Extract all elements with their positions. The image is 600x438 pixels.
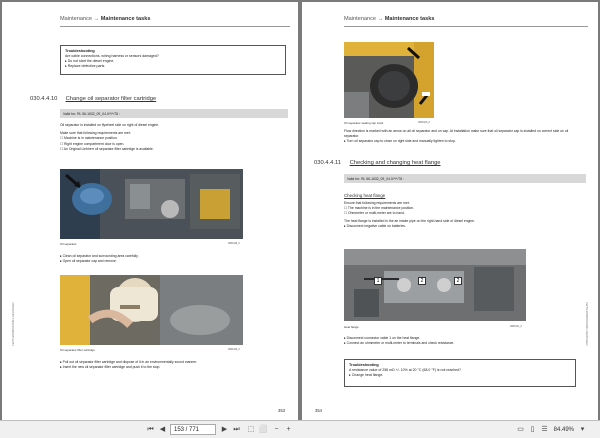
- section-number: 030.4.4.10: [30, 96, 58, 102]
- troubleshooting-item: ▸ Change heat flange.: [349, 373, 571, 378]
- troubleshooting-box: [60, 45, 286, 75]
- heat-flange-photo: [344, 249, 526, 321]
- last-page-icon[interactable]: ⏭: [233, 426, 240, 433]
- zoom-in-icon[interactable]: +: [286, 426, 291, 433]
- requirement-item: ☐ Machine is in maintenance position.: [60, 136, 288, 141]
- figure-code: 0080120_0: [418, 121, 430, 124]
- requirements-block: [344, 201, 584, 229]
- section-title: Checking and changing heat flange: [349, 160, 441, 166]
- filter-cartridge-photo: [60, 275, 243, 345]
- fit-page-icon[interactable]: ⬜: [258, 426, 268, 433]
- figure-caption: Oil separator: [60, 242, 77, 246]
- valid-for-band: [344, 174, 586, 183]
- requirement-item: ☐ Right engine compartment door is open.: [60, 142, 288, 147]
- figure-callout: 1: [374, 277, 382, 285]
- valid-for-band: [60, 109, 288, 118]
- steps-1: [60, 254, 288, 264]
- oil-separator-photo: [60, 169, 243, 239]
- header-crumb: Maintenance: [344, 16, 377, 22]
- figure-caption: Heat flange: [344, 325, 359, 329]
- figure-callout: 2: [418, 277, 426, 285]
- zoom-level[interactable]: 84.49%: [553, 427, 574, 433]
- requirements-intro: Ensure that following requirements are met:: [344, 201, 410, 205]
- requirement-item: ☐ An Original Liebherr oil separator filter cartridge is available.: [60, 147, 288, 152]
- figure-code: 0080118_0: [228, 242, 240, 245]
- flow-paragraph: Flow direction is marked with an arrow on all oil separator and on cap. At installation make sure that oil separator cap is installed on correct side on oil separator.: [344, 129, 569, 139]
- side-margin-text: LWT/12008001/0001-02/2019/en: [585, 302, 589, 346]
- step-item: ▸ Pull out oil separator filter cartridge and dispose of it in an environmentally sound manner.: [60, 360, 288, 365]
- troubleshooting-title: Troubleshooting: [65, 49, 95, 53]
- fit-width-icon[interactable]: ⬚: [247, 426, 255, 433]
- page-header: [60, 16, 151, 22]
- intro-line: Oil separator is installed on flywheel side on right of diesel engine.: [60, 123, 160, 127]
- single-page-icon[interactable]: ▭: [517, 426, 524, 433]
- section-heading: [314, 160, 441, 166]
- valid-for-text: Valid for: RL 56-1632_09_04.0/*/*/78 :: [347, 176, 404, 181]
- first-page-icon[interactable]: ⏮: [147, 426, 154, 433]
- zoom-out-icon[interactable]: −: [274, 426, 279, 433]
- page-number: 353: [278, 408, 285, 413]
- step-item: ▸ Open oil separator cap and remove.: [60, 259, 288, 264]
- requirement-item: ☐ The machine is in the maintenance position.: [344, 206, 584, 211]
- step-item: ▸ Insert the new oil separator filter cartridge and push it to the stop.: [60, 365, 288, 370]
- steps-2: [60, 360, 288, 370]
- header-arrow: →: [93, 16, 100, 22]
- side-margin-text: LWT/12008001/0001-02/2019/en: [11, 302, 15, 346]
- troubleshooting-question: Are cable connections, wiring harness or sensors damaged?: [65, 54, 159, 58]
- figure-callout: 2: [454, 277, 462, 285]
- two-page-icon[interactable]: ▯: [530, 426, 535, 433]
- continuous-scroll-icon[interactable]: ☰: [541, 426, 548, 433]
- header-rule: [60, 26, 290, 27]
- header-section: Maintenance tasks: [384, 16, 435, 22]
- troubleshooting-item: ▸ Do not start the diesel engine.: [65, 59, 281, 64]
- steps-2: [344, 336, 584, 346]
- page-number-input[interactable]: [170, 424, 216, 435]
- page-number-value: 153 / 771: [174, 427, 200, 433]
- section-heading: [30, 96, 156, 102]
- step-item: ▸ Clean oil separator and surrounding area carefully.: [60, 254, 288, 259]
- section-number: 030.4.4.11: [314, 160, 341, 166]
- page-header: [344, 16, 435, 22]
- heat-flange-text: The heat flange is installed in the air intake pipe on the right-hand side of diesel engine.: [344, 218, 476, 223]
- requirement-item: ☐ Ohmmeter or multi-meter are to hand.: [344, 211, 584, 216]
- requirements-intro: Make sure that following requirements are met:: [60, 131, 131, 136]
- step-item: ▸ Connect an ohmmeter or multi-meter to terminals and check resistance.: [344, 341, 584, 346]
- step-item: ▸ Disconnect connector cable 1 on the heat flange.: [344, 336, 584, 341]
- figure-caption: Oil separator sealing cap mark: [344, 121, 384, 125]
- troubleshooting-title: Troubleshooting: [349, 363, 379, 367]
- document-page-left: [2, 2, 298, 420]
- section-title: Change oil separator filter cartridge: [65, 96, 157, 102]
- header-rule: [344, 26, 588, 27]
- troubleshooting-box: [344, 359, 576, 387]
- troubleshooting-item: ▸ Replace defective parts.: [65, 64, 281, 69]
- flow-text: [344, 129, 584, 145]
- previous-page-icon[interactable]: ◀: [159, 426, 166, 433]
- troubleshooting-question: A resistance value of 258 mΩ +/- 10% at 20 °C (68.0 °F) is not reached?: [349, 368, 461, 372]
- step-item: ▸ Turn oil separator cap to close on right side and manually tighten to stop.: [344, 139, 584, 144]
- header-section: Maintenance tasks: [100, 16, 151, 22]
- figure-caption: Oil separator filter cartridge: [60, 348, 95, 352]
- header-arrow: →: [377, 16, 384, 22]
- header-crumb: Maintenance: [60, 16, 93, 22]
- page-number: 354: [315, 408, 322, 413]
- viewer-toolbar: [0, 420, 600, 438]
- valid-for-text: Valid for: RL 56-1632_09_04.0/*/*/78 :: [63, 111, 120, 116]
- sealing-cap-photo: [344, 42, 434, 118]
- zoom-dropdown-icon[interactable]: ▾: [580, 426, 585, 433]
- subsection-title: Checking heat flange: [344, 193, 386, 198]
- next-page-icon[interactable]: ▶: [221, 426, 228, 433]
- figure-code: 0080121_0: [510, 325, 522, 328]
- body-text: [60, 123, 288, 152]
- document-page-right: [302, 2, 598, 420]
- step-item: ▸ Disconnect negative cable on batteries.: [344, 224, 584, 229]
- figure-code: 0080119_0: [228, 348, 240, 351]
